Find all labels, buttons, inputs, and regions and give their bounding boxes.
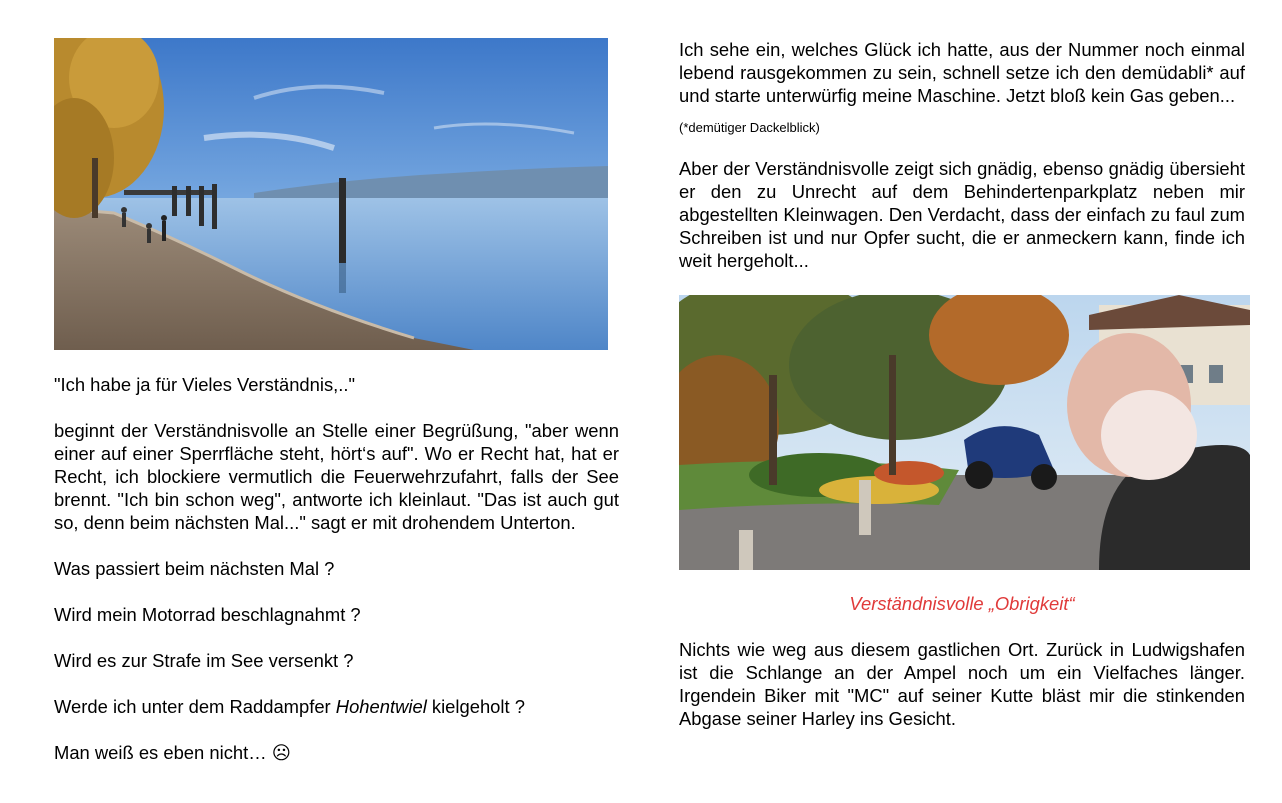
photo-caption: Verständnisvolle „Obrigkeit“: [849, 593, 1075, 614]
closing-line: Man weiß es eben nicht… ☹: [54, 742, 291, 763]
question-sunk: Wird es zur Strafe im See versenkt ?: [54, 650, 354, 671]
quote-intro: "Ich habe ja für Vieles Verständnis,..": [54, 374, 356, 395]
right-column: [679, 38, 1245, 730]
lake-shore-photo: [54, 38, 608, 350]
paragraph-mercy: Aber der Verständnisvolle zeigt sich gnädig, ebenso gnädig übersieht er den zu Unrecht auf dem Behindertenparkplatz neben mir abgestellten Kleinwagen. Den Verdacht, dass der einfach zu faul zum Schreiben ist und nur Opfer sucht, die er anmeckern kann, finde ich weit hergeholt...: [679, 158, 1245, 271]
footnote-dackelblick: (*demütiger Dackelblick): [679, 120, 820, 135]
question-keelhauled-end: kielgeholt ?: [426, 696, 525, 717]
question-keelhauled: [54, 695, 619, 718]
question-keelhauled-start: Werde ich unter dem Raddampfer: [54, 696, 336, 717]
selfie-illustration: [679, 295, 1250, 570]
selfie-photo: [679, 295, 1250, 570]
steamer-name: Hohentwiel: [335, 696, 427, 717]
question-next-time: Was passiert beim nächsten Mal ?: [54, 558, 335, 579]
lake-shore-illustration: [54, 38, 608, 350]
paragraph-ludwigshafen: Nichts wie weg aus diesem gastlichen Ort. Zurück in Ludwigshafen ist die Schlange an der Ampel noch um ein Vielfaches länger. Irgendein Biker mit "MC" auf seiner Kutte bläst mir die stinkenden Abgase seiner Harley ins Gesicht.: [679, 639, 1245, 729]
question-confiscated: Wird mein Motorrad beschlagnahmt ?: [54, 604, 361, 625]
paragraph-lucky-escape: Ich sehe ein, welches Glück ich hatte, aus der Nummer noch einmal lebend rausgekommen zu sein, schnell setze ich den demüdabli* auf und starte unterwürfig meine Maschine. Jetzt bloß kein Gas geben...: [679, 39, 1245, 106]
left-column: [54, 38, 619, 764]
paragraph-encounter: beginnt der Verständnisvolle an Stelle einer Begrüßung, "aber wenn einer auf einer Sperrfläche steht, hört‘s auf". Wo er Recht hat, hat er Recht, ich blockiere vermutlich die Feuerwehrzufahrt, falls der See brennt. "Ich bin schon weg", antworte ich kleinlaut. "Das ist auch gut so, denn beim nächsten Mal..." sagt er mit drohendem Unterton.: [54, 420, 619, 533]
